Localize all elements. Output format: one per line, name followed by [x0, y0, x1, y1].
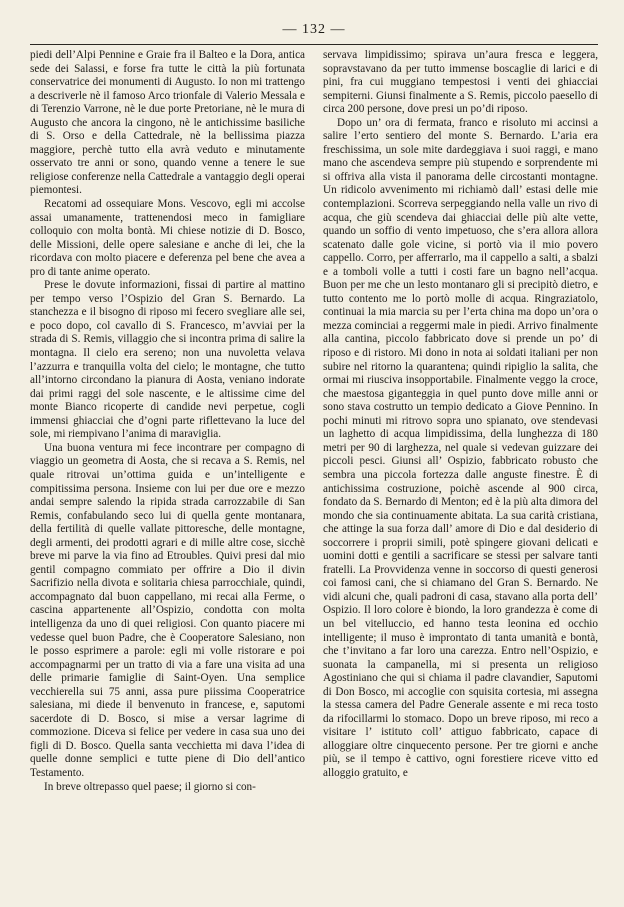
paragraph: piedi dell’Alpi Pennine e Graie fra il Balteo e la Dora, antica sede dei Salassi, e forse fra tutte le città la più fortunata conservatrice dei monumenti di Augusto. Io non mi trattengo a descriverle nè il famoso Arco trionfale di Valerio Messala e di Terenzio Varrone, nè le due porte Pretoriane, nè le mura di Augusto che ancora la cingono, nè le antichissime basiliche di S. Orso e della Cattedrale, nè la bellissima piazza maggiore, perchè tutto ella avrà veduto e minutamente osservato tre anni or sono, quando venne a tenere le sue religiose conferenze nella Cattedrale a vantaggio degli operai piemontesi. — [30, 49, 305, 197]
paragraph: In breve oltrepasso quel paese; il giorno si con- — [44, 780, 256, 793]
paragraph: Recatomi ad ossequiare Mons. Vescovo, egli mi accolse assai umanamente, trattenendosi meco in famigliare colloquio con molta bontà. Mi chiese notizie di D. Bosco, delle Missioni, delle opere salesiane e anche di lei, che la ricordava con molto piacere e deferenza pel bene che avea a pro di tante anime operato. — [30, 198, 305, 278]
paragraph: Prese le dovute informazioni, fissai di partire al mattino per tempo verso l’Ospizio del Gran S. Bernardo. La stanchezza e il bisogno di riposo mi fecero svegliare alle sei, e poco dopo, col cavallo di S. Francesco, m’avviai per la strada di S. Remis, villaggio che si incontra prima di salire la montagna. Il cielo era sereno; non una nuvoletta velava l’azzurra e tranquilla volta del cielo; le montagne, che tutto all’intorno circondano la pianura di Aosta, veniano indorate dai primi raggi del sole nascente, e le altissime cime del monte Bianco ricoperte di candide nevi perpetue, cogli immensi ghiacciai che d’ogni parte riflettevano la luce del sole, mi riempivano l’anima di maraviglia. — [30, 279, 305, 441]
right-column — [323, 49, 598, 794]
paragraph: servava limpidissimo; spirava un’aura fresca e leggera, sopravstavano da per tutto immense boscaglie di larici e di pini, fra cui muggiano tempestosi i venti dei ghiacciai sempiterni. Giunsi finalmente a S. Remis, piccolo paesello di circa 200 persone, dove presi un po’di riposo. — [323, 49, 598, 116]
paragraph: Una buona ventura mi fece incontrare per compagno di viaggio un geometra di Aosta, che si recava a S. Remis, nel quale ritrovai un’ottima guida e un’intelligente e compitissima persona. Insieme con lui per due ore e mezzo andai sempre salendo la ripida strada carrozzabile di San Remis, confabulando seco lui di quella gente montanara, della fertilità di quelle vallate pittoresche, delle montagne, degli armenti, dei prodotti agrari e di mille altre cose, sicchè breve mi parve la via fino ad Etroubles. Quivi presi dal mio gentil compagno commiato per offrire a Dio il divin Sacrifizio nella divota e solitaria chiesa parrocchiale, quindi, accompagnato dal buon cappellano, mi recai alla Ferme, o cascina appartenente all’Ospizio, condotta con molta intelligenza da uno di quei religiosi. Con quanto piacere mi vedesse quel buon Padre, che è Cooperatore Salesiano, non le posso esprimere a parole: egli mi volle ristorare e poi accompagnarmi per un tratto di via a fare una visita ad una delle primarie famiglie di Saint-Oyen. Una semplice vecchierella sui 75 anni, assa pure piissima Cooperatrice salesiana, mi diede il benvenuto in francese, e, saputomi sacerdote di D. Bosco, si mise a versar lagrime di commozione. Diceva si felice per vedere in casa sua uno dei figli di D. Bosco. Quella santa vecchietta mi dava l’idea di quelle donne semplici e tutte piene di Dio dell’antico Testamento. — [30, 441, 305, 779]
left-column — [30, 49, 305, 794]
page-number: — 132 — — [282, 22, 346, 37]
paragraph: Dopo un’ ora di fermata, franco e risoluto mi accinsi a salire l’erto sentiero del monte S. Bernardo. L’aria era freschissima, un sole mite dardeggiava i suoi raggi, e mano mano che ascendeva sempre più stupendo e sorprendente mi si offriva alla vista il panorama delle circostanti montagne. Un ridicolo avvenimento mi richiamò dall’ estasi delle mie contemplazioni. Scorreva serpeggiando nella valle un rivo di acqua, che giù scendeva dai ghiacciai delle più alte vette, quando un soffio di vento impetuoso, che s’era allora allora scatenato dalle gole vicine, si portò via il mio povero cappello. Corro, per afferrarlo, ma il cappello a salti, a sbalzi e a tomboli volle a tutti i costi fare un bagno nell’acqua. Buon per me che un lesto montanaro gli si precipitò dietro, e tutto contento me lo portò molle di acqua. Ringraziatolo, continuai la mia marcia su per l’erta china ma dopo un’ora o mezza cominciai a reggermi male in piedi. Arrivo finalmente alla cantina, piccolo fabbricato dove si prende un po’ di riposo e di ristoro. Mi dono in nota ai soldati italiani per non subire nel ritorno la quarantena; quindi ripiglio la salita, che ormai mi riusciva insopportabile. Finalmente veggo la croce, che maestosa giganteggia in quel punto dove mille anni or sono stava costrutto un tempio dedicato a Giove Pennino. In pochi minuti mi ritrovo sopra uno spianato, ove stendevasi un laghetto di acqua limpidissima, della lunghezza di 180 metri per 90 di larghezza, nel quale si vedevan guizzare dei piccoli pesci. Giunsi all’ Ospizio, fabbricato robusto che sembra una piccola fortezza dalle anguste finestre. È di antichissima costruzione, poichè ascende al 900 circa, fondato da S. Bernardo di Menton; ed è la più alta dimora del mondo che sia continuamente abitata. La sua carità cristiana, che attinge la sua forza dall’ amore di Dio e dal desiderio di soccorrere i proprii simili, potè spingere giovani delicati e uomini dotti e gentili a sacrificare se stessi per salvare tanti fratelli. La Provvidenza venne in soccorso di questi generosi coi famosi cani, che si chiamano del Gran S. Bernardo. Ne vidi alcuni che, quali padroni di casa, stavano alla porta dell’ Ospizio. Il loro colore è biondo, la loro grandezza è come di un bel vitelluccio, ed hanno testa leonina ed occhio intelligente; il muso è improntato di tanta umanità e bontà, che t’invitano a far loro una carezza. Entro nell’Ospizio, e suonata la campanella, mi si presenta un religioso Agostiniano che qui si chiama il padre clavandier, Saputomi di Don Bosco, mi accoglie con squisita cortesia, mi assegna la stessa camera del Padre Generale assente e mi reca tosto da rifocillarmi lo stomaco. Dopo un breve riposo, mi reco a visitare l’ istituto coll’ attiguo fabbricato, capace di alloggiare oltre cinquecento persone. Per tre giorni e anche più, se il tempo è cattivo, ogni forestiere riceve vitto ed alloggio gratuito, e — [323, 116, 598, 779]
page-header — [30, 0, 598, 38]
header-rule — [30, 44, 598, 45]
text-columns — [30, 49, 598, 794]
